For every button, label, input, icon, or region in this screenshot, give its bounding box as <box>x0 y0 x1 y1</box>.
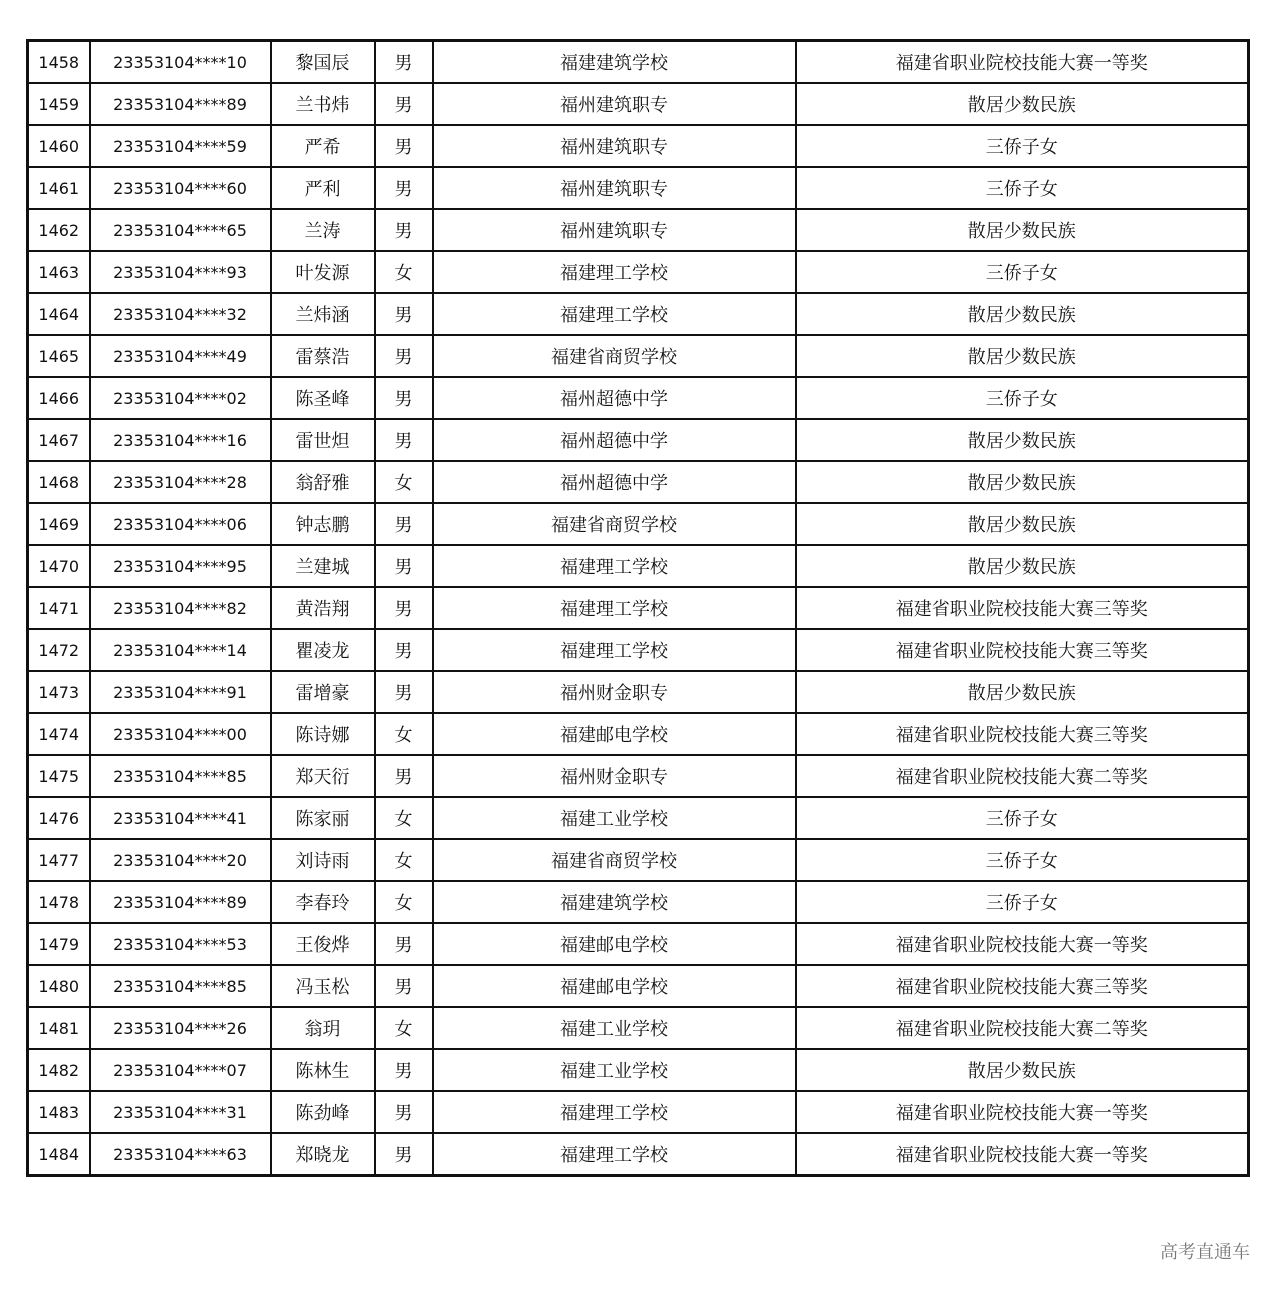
name-cell: 黎国辰 <box>271 41 375 84</box>
table-row <box>28 965 1249 1007</box>
seq-cell: 1475 <box>28 755 90 797</box>
seq-cell: 1477 <box>28 839 90 881</box>
gender-cell: 男 <box>375 1049 433 1091</box>
table-row <box>28 335 1249 377</box>
table-row <box>28 713 1249 755</box>
id-cell: 23353104****60 <box>90 167 271 209</box>
school-cell: 福州建筑职专 <box>433 125 796 167</box>
category-cell: 福建省职业院校技能大赛三等奖 <box>796 587 1249 629</box>
seq-cell: 1483 <box>28 1091 90 1133</box>
gender-cell: 女 <box>375 839 433 881</box>
name-cell: 雷世炟 <box>271 419 375 461</box>
id-cell: 23353104****93 <box>90 251 271 293</box>
gender-cell: 男 <box>375 587 433 629</box>
category-cell: 散居少数民族 <box>796 419 1249 461</box>
category-cell: 三侨子女 <box>796 251 1249 293</box>
seq-cell: 1469 <box>28 503 90 545</box>
id-cell: 23353104****14 <box>90 629 271 671</box>
id-cell: 23353104****85 <box>90 755 271 797</box>
category-cell: 福建省职业院校技能大赛三等奖 <box>796 965 1249 1007</box>
category-cell: 福建省职业院校技能大赛一等奖 <box>796 923 1249 965</box>
id-cell: 23353104****89 <box>90 881 271 923</box>
id-cell: 23353104****07 <box>90 1049 271 1091</box>
school-cell: 福建邮电学校 <box>433 965 796 1007</box>
school-cell: 福州财金职专 <box>433 671 796 713</box>
seq-cell: 1471 <box>28 587 90 629</box>
name-cell: 兰建城 <box>271 545 375 587</box>
table-row <box>28 839 1249 881</box>
category-cell: 福建省职业院校技能大赛三等奖 <box>796 629 1249 671</box>
school-cell: 福建工业学校 <box>433 797 796 839</box>
category-cell: 散居少数民族 <box>796 293 1249 335</box>
name-cell: 冯玉松 <box>271 965 375 1007</box>
table-row <box>28 293 1249 335</box>
id-cell: 23353104****63 <box>90 1133 271 1176</box>
seq-cell: 1484 <box>28 1133 90 1176</box>
category-cell: 福建省职业院校技能大赛一等奖 <box>796 41 1249 84</box>
seq-cell: 1465 <box>28 335 90 377</box>
seq-cell: 1461 <box>28 167 90 209</box>
id-cell: 23353104****95 <box>90 545 271 587</box>
category-cell: 散居少数民族 <box>796 545 1249 587</box>
table-row <box>28 1133 1249 1176</box>
school-cell: 福建理工学校 <box>433 1091 796 1133</box>
name-cell: 陈圣峰 <box>271 377 375 419</box>
category-cell: 福建省职业院校技能大赛一等奖 <box>796 1091 1249 1133</box>
seq-cell: 1460 <box>28 125 90 167</box>
name-cell: 郑天衍 <box>271 755 375 797</box>
school-cell: 福建理工学校 <box>433 293 796 335</box>
seq-cell: 1482 <box>28 1049 90 1091</box>
gender-cell: 男 <box>375 209 433 251</box>
seq-cell: 1479 <box>28 923 90 965</box>
name-cell: 陈诗娜 <box>271 713 375 755</box>
name-cell: 郑晓龙 <box>271 1133 375 1176</box>
table-row <box>28 41 1249 84</box>
category-cell: 三侨子女 <box>796 797 1249 839</box>
gender-cell: 男 <box>375 41 433 84</box>
school-cell: 福建理工学校 <box>433 587 796 629</box>
category-cell: 三侨子女 <box>796 377 1249 419</box>
name-cell: 李春玲 <box>271 881 375 923</box>
name-cell: 陈家丽 <box>271 797 375 839</box>
gender-cell: 男 <box>375 125 433 167</box>
id-cell: 23353104****91 <box>90 671 271 713</box>
seq-cell: 1458 <box>28 41 90 84</box>
name-cell: 钟志鹏 <box>271 503 375 545</box>
seq-cell: 1466 <box>28 377 90 419</box>
gender-cell: 女 <box>375 1007 433 1049</box>
seq-cell: 1474 <box>28 713 90 755</box>
id-cell: 23353104****53 <box>90 923 271 965</box>
id-cell: 23353104****10 <box>90 41 271 84</box>
school-cell: 福州超德中学 <box>433 377 796 419</box>
category-cell: 三侨子女 <box>796 167 1249 209</box>
category-cell: 散居少数民族 <box>796 461 1249 503</box>
table-row <box>28 755 1249 797</box>
id-cell: 23353104****31 <box>90 1091 271 1133</box>
name-cell: 兰涛 <box>271 209 375 251</box>
school-cell: 福州建筑职专 <box>433 209 796 251</box>
seq-cell: 1463 <box>28 251 90 293</box>
roster-body <box>28 41 1249 1176</box>
category-cell: 福建省职业院校技能大赛一等奖 <box>796 1133 1249 1176</box>
seq-cell: 1478 <box>28 881 90 923</box>
gender-cell: 男 <box>375 965 433 1007</box>
id-cell: 23353104****06 <box>90 503 271 545</box>
category-cell: 散居少数民族 <box>796 83 1249 125</box>
gender-cell: 男 <box>375 167 433 209</box>
id-cell: 23353104****02 <box>90 377 271 419</box>
name-cell: 王俊烨 <box>271 923 375 965</box>
id-cell: 23353104****28 <box>90 461 271 503</box>
table-row <box>28 881 1249 923</box>
table-row <box>28 209 1249 251</box>
name-cell: 严希 <box>271 125 375 167</box>
seq-cell: 1467 <box>28 419 90 461</box>
table-row <box>28 125 1249 167</box>
id-cell: 23353104****82 <box>90 587 271 629</box>
name-cell: 雷蔡浩 <box>271 335 375 377</box>
id-cell: 23353104****00 <box>90 713 271 755</box>
school-cell: 福建建筑学校 <box>433 41 796 84</box>
school-cell: 福建邮电学校 <box>433 923 796 965</box>
name-cell: 刘诗雨 <box>271 839 375 881</box>
gender-cell: 男 <box>375 755 433 797</box>
table-row <box>28 83 1249 125</box>
category-cell: 三侨子女 <box>796 881 1249 923</box>
table-row <box>28 503 1249 545</box>
category-cell: 三侨子女 <box>796 125 1249 167</box>
seq-cell: 1476 <box>28 797 90 839</box>
school-cell: 福建理工学校 <box>433 251 796 293</box>
gender-cell: 男 <box>375 83 433 125</box>
table-row <box>28 629 1249 671</box>
name-cell: 雷增豪 <box>271 671 375 713</box>
school-cell: 福州建筑职专 <box>433 83 796 125</box>
name-cell: 严利 <box>271 167 375 209</box>
gender-cell: 男 <box>375 1091 433 1133</box>
table-row <box>28 1007 1249 1049</box>
name-cell: 兰书炜 <box>271 83 375 125</box>
gender-cell: 男 <box>375 923 433 965</box>
category-cell: 散居少数民族 <box>796 335 1249 377</box>
gender-cell: 男 <box>375 629 433 671</box>
school-cell: 福建工业学校 <box>433 1049 796 1091</box>
gender-cell: 男 <box>375 1133 433 1176</box>
gender-cell: 女 <box>375 461 433 503</box>
id-cell: 23353104****16 <box>90 419 271 461</box>
school-cell: 福建邮电学校 <box>433 713 796 755</box>
name-cell: 兰炜涵 <box>271 293 375 335</box>
roster-table <box>26 39 1250 1177</box>
name-cell: 瞿凌龙 <box>271 629 375 671</box>
table-row <box>28 1091 1249 1133</box>
id-cell: 23353104****85 <box>90 965 271 1007</box>
table-row <box>28 1049 1249 1091</box>
school-cell: 福建建筑学校 <box>433 881 796 923</box>
gender-cell: 女 <box>375 881 433 923</box>
category-cell: 福建省职业院校技能大赛三等奖 <box>796 713 1249 755</box>
seq-cell: 1470 <box>28 545 90 587</box>
seq-cell: 1464 <box>28 293 90 335</box>
id-cell: 23353104****41 <box>90 797 271 839</box>
name-cell: 翁舒雅 <box>271 461 375 503</box>
gender-cell: 男 <box>375 503 433 545</box>
school-cell: 福建工业学校 <box>433 1007 796 1049</box>
category-cell: 散居少数民族 <box>796 1049 1249 1091</box>
school-cell: 福建理工学校 <box>433 1133 796 1176</box>
seq-cell: 1472 <box>28 629 90 671</box>
table-row <box>28 797 1249 839</box>
gender-cell: 男 <box>375 377 433 419</box>
table-row <box>28 419 1249 461</box>
school-cell: 福建理工学校 <box>433 629 796 671</box>
school-cell: 福建省商贸学校 <box>433 839 796 881</box>
id-cell: 23353104****89 <box>90 83 271 125</box>
name-cell: 陈林生 <box>271 1049 375 1091</box>
gender-cell: 男 <box>375 545 433 587</box>
school-cell: 福建省商贸学校 <box>433 335 796 377</box>
name-cell: 翁玥 <box>271 1007 375 1049</box>
table-row <box>28 545 1249 587</box>
category-cell: 散居少数民族 <box>796 209 1249 251</box>
name-cell: 叶发源 <box>271 251 375 293</box>
school-cell: 福建省商贸学校 <box>433 503 796 545</box>
gender-cell: 女 <box>375 251 433 293</box>
table-row <box>28 461 1249 503</box>
table-row <box>28 671 1249 713</box>
category-cell: 散居少数民族 <box>796 503 1249 545</box>
seq-cell: 1468 <box>28 461 90 503</box>
school-cell: 福州超德中学 <box>433 419 796 461</box>
school-cell: 福州超德中学 <box>433 461 796 503</box>
name-cell: 陈劲峰 <box>271 1091 375 1133</box>
category-cell: 散居少数民族 <box>796 671 1249 713</box>
table-row <box>28 587 1249 629</box>
table-row <box>28 923 1249 965</box>
school-cell: 福州财金职专 <box>433 755 796 797</box>
name-cell: 黄浩翔 <box>271 587 375 629</box>
school-cell: 福建理工学校 <box>433 545 796 587</box>
seq-cell: 1481 <box>28 1007 90 1049</box>
seq-cell: 1473 <box>28 671 90 713</box>
category-cell: 三侨子女 <box>796 839 1249 881</box>
table-row <box>28 251 1249 293</box>
gender-cell: 女 <box>375 797 433 839</box>
id-cell: 23353104****65 <box>90 209 271 251</box>
id-cell: 23353104****32 <box>90 293 271 335</box>
gender-cell: 男 <box>375 419 433 461</box>
category-cell: 福建省职业院校技能大赛二等奖 <box>796 755 1249 797</box>
id-cell: 23353104****49 <box>90 335 271 377</box>
seq-cell: 1480 <box>28 965 90 1007</box>
table-row <box>28 377 1249 419</box>
gender-cell: 男 <box>375 671 433 713</box>
id-cell: 23353104****20 <box>90 839 271 881</box>
category-cell: 福建省职业院校技能大赛二等奖 <box>796 1007 1249 1049</box>
seq-cell: 1459 <box>28 83 90 125</box>
seq-cell: 1462 <box>28 209 90 251</box>
gender-cell: 男 <box>375 335 433 377</box>
gender-cell: 女 <box>375 713 433 755</box>
watermark-text: 高考直通车 <box>1160 1242 1250 1263</box>
school-cell: 福州建筑职专 <box>433 167 796 209</box>
id-cell: 23353104****59 <box>90 125 271 167</box>
table-row <box>28 167 1249 209</box>
id-cell: 23353104****26 <box>90 1007 271 1049</box>
gender-cell: 男 <box>375 293 433 335</box>
